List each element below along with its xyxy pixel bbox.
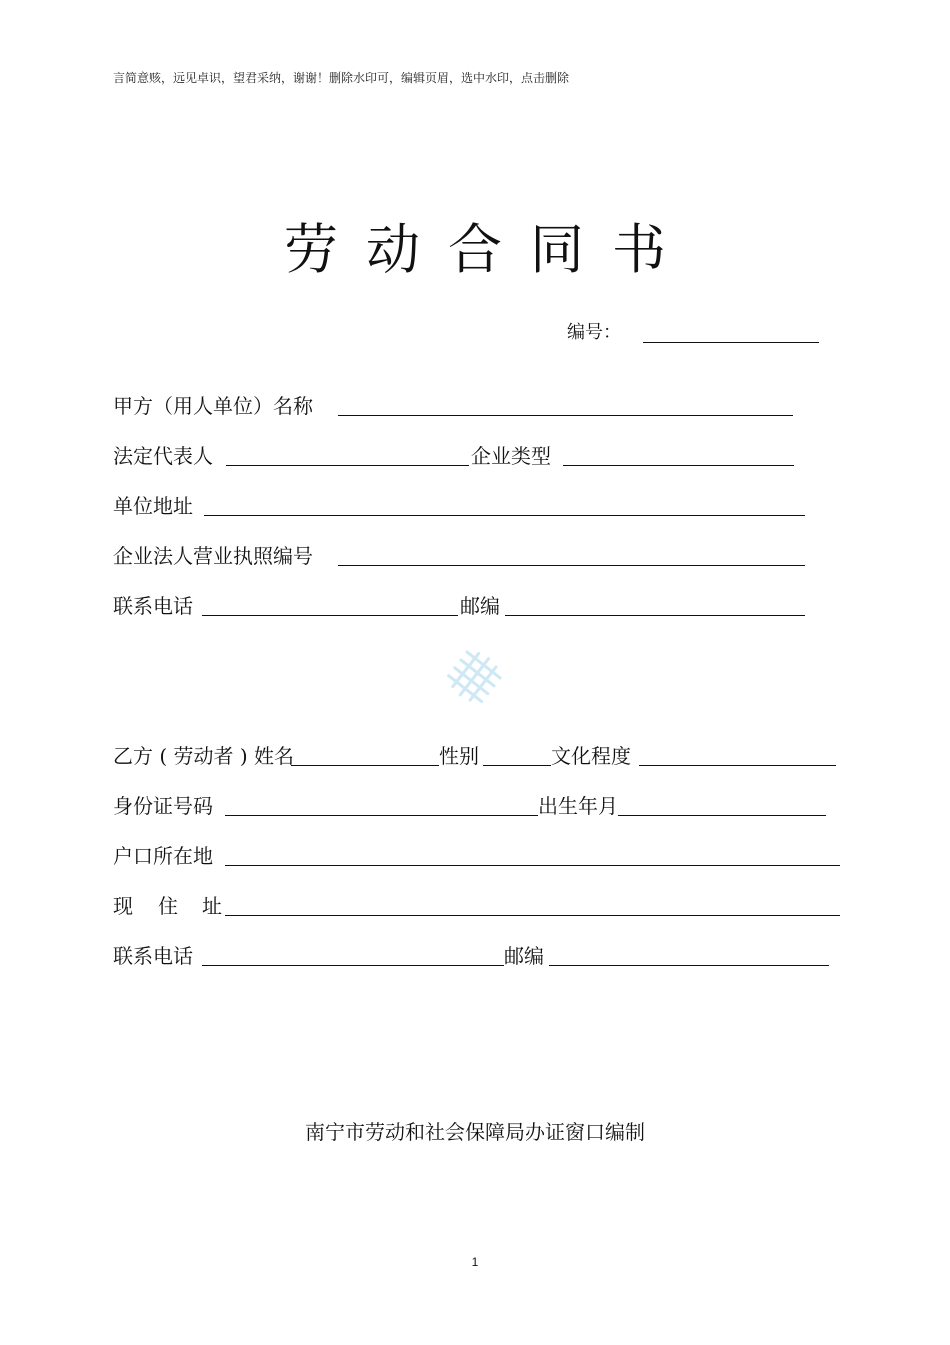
- party-b-name-label: 乙方 ( 劳动者 ) 姓名: [113, 744, 295, 768]
- party-b-postcode-label: 邮编: [504, 944, 544, 968]
- hukou-label: 户口所在地: [113, 844, 213, 868]
- title-char: 书: [612, 218, 666, 281]
- contract-number-field[interactable]: [643, 342, 819, 343]
- license-label: 企业法人营业执照编号: [113, 544, 313, 568]
- legal-rep-field[interactable]: [226, 465, 469, 466]
- hukou-field[interactable]: [225, 865, 840, 866]
- party-a-phone-label: 联系电话: [113, 594, 193, 618]
- title-char: 合: [448, 218, 502, 281]
- party-a-postcode-field[interactable]: [505, 615, 805, 616]
- party-b-phone-field[interactable]: [202, 965, 504, 966]
- contract-number-label: 编号：: [567, 322, 621, 343]
- title-char: 动: [366, 218, 420, 281]
- party-a-name-field[interactable]: [338, 415, 793, 416]
- license-field[interactable]: [338, 565, 805, 566]
- gender-label: 性别: [439, 744, 479, 768]
- party-a-name-label: 甲方（用人单位）名称: [113, 394, 313, 418]
- document-title: [0, 218, 950, 282]
- header-note: 言简意赅，远见卓识，望君采纳，谢谢！删除水印可，编辑页眉，选中水印，点击删除: [113, 71, 570, 85]
- enterprise-type-field[interactable]: [563, 465, 794, 466]
- birth-date-label: 出生年月: [538, 794, 618, 818]
- party-a-address-field[interactable]: [204, 515, 805, 516]
- id-number-field[interactable]: [225, 815, 538, 816]
- party-b-phone-label: 联系电话: [113, 944, 193, 968]
- education-label: 文化程度: [551, 744, 631, 768]
- party-b-postcode-field[interactable]: [549, 965, 829, 966]
- id-number-label: 身份证号码: [113, 794, 213, 818]
- title-char: 劳: [284, 218, 338, 281]
- party-a-address-label: 单位地址: [113, 494, 193, 518]
- party-b-name-field[interactable]: [291, 765, 439, 766]
- birth-date-field[interactable]: [618, 815, 826, 816]
- residence-label-char: 址: [202, 894, 222, 918]
- party-a-postcode-label: 邮编: [460, 594, 500, 618]
- enterprise-type-label: 企业类型: [471, 444, 551, 468]
- watermark-graphic: [442, 648, 508, 704]
- title-char: 同: [530, 218, 584, 281]
- residence-label-char: 现: [113, 894, 133, 918]
- page-number: 1: [471, 1255, 479, 1269]
- education-field[interactable]: [639, 765, 836, 766]
- party-a-phone-field[interactable]: [202, 615, 458, 616]
- issuing-organization: 南宁市劳动和社会保障局办证窗口编制: [305, 1120, 645, 1144]
- legal-rep-label: 法定代表人: [113, 444, 213, 468]
- gender-field[interactable]: [483, 765, 551, 766]
- watermark-seal: [442, 648, 508, 704]
- residence-field[interactable]: [225, 915, 840, 916]
- residence-label-char: 住: [158, 894, 178, 918]
